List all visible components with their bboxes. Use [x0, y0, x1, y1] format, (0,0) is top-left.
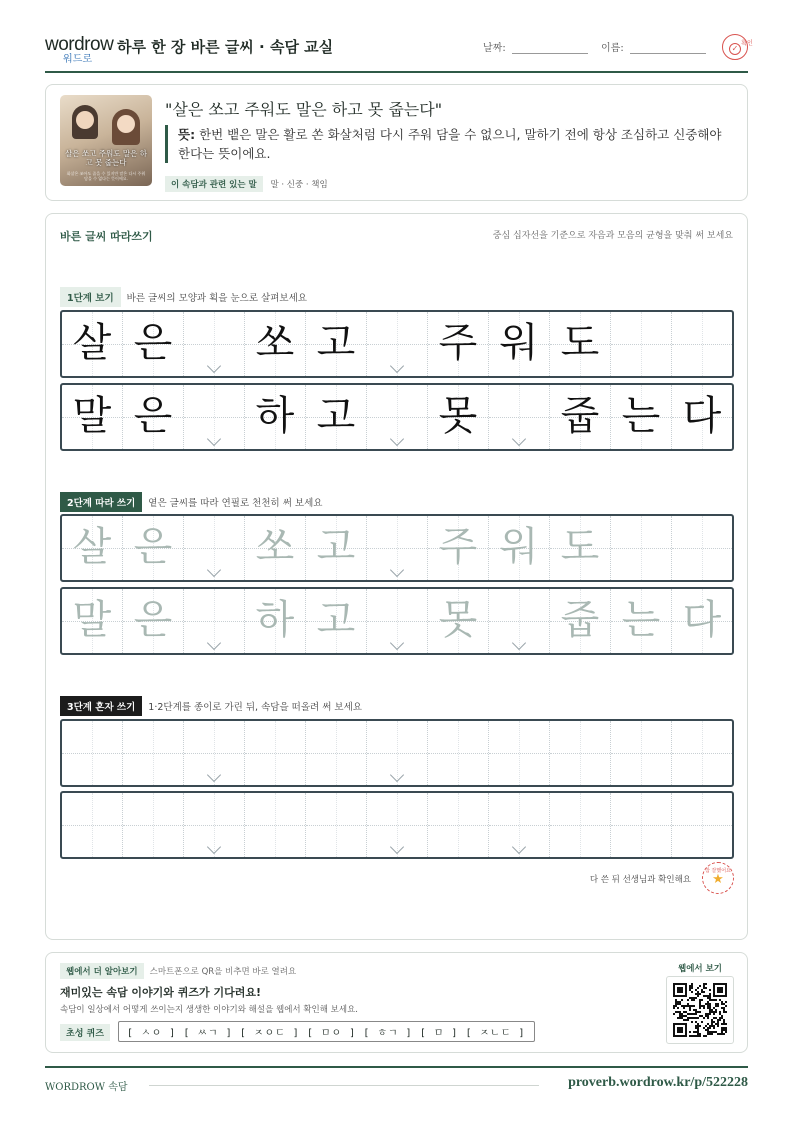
grid-char: 워 — [499, 524, 539, 570]
step-2-badge: 2단계 따라 쓰기 — [60, 492, 142, 512]
check-stamp-icon — [722, 34, 753, 60]
grid-cell[interactable] — [62, 721, 123, 785]
grid-char: 은 — [133, 393, 173, 439]
grid-cell[interactable] — [672, 793, 732, 857]
web-title: 재미있는 속담 이야기와 퀴즈가 기다려요! — [60, 986, 261, 999]
space-mark-icon — [390, 768, 404, 782]
grid-cell — [123, 385, 184, 449]
related-words-list: 말 · 신중 · 책임 — [270, 180, 328, 190]
proverb-illustration — [60, 95, 152, 186]
step-2-desc: 옅은 글씨를 따라 연필로 천천히 써 보세요 — [148, 498, 323, 509]
grid-cell[interactable] — [550, 721, 611, 785]
grid-cell[interactable] — [306, 516, 367, 580]
space-mark-icon — [512, 840, 526, 854]
grid-cell[interactable] — [611, 721, 672, 785]
grid-cell[interactable] — [550, 516, 611, 580]
good-job-stamp-text: 참 잘했어요 — [705, 868, 731, 874]
grid-cell[interactable] — [489, 589, 550, 653]
grid-cell — [550, 385, 611, 449]
blank-grid-row[interactable] — [60, 791, 734, 859]
grid-cell[interactable] — [428, 516, 489, 580]
grid-char: 도 — [560, 524, 600, 570]
blank-grid-row[interactable] — [60, 719, 734, 787]
grid-cell[interactable] — [306, 721, 367, 785]
grid-cell[interactable] — [62, 589, 123, 653]
initial-quiz — [60, 1021, 535, 1042]
grid-cell[interactable] — [62, 516, 123, 580]
space-mark-icon — [390, 840, 404, 854]
web-desc: 속담이 일상에서 어떻게 쓰이는지 생생한 이야기와 해설을 웹에서 확인해 보세요. — [60, 1005, 358, 1015]
step-3-badge: 3단계 혼자 쓰기 — [60, 696, 142, 716]
teacher-check-note: 다 쓴 뒤 선생님과 확인해요 — [589, 875, 691, 885]
grid-char: 다 — [682, 597, 722, 643]
grid-cell[interactable] — [611, 589, 672, 653]
footer-brand: WORDROW 속담 — [45, 1082, 128, 1093]
checkmark-icon: ✓ — [729, 43, 741, 55]
related-words — [165, 176, 328, 192]
grid-cell — [611, 312, 672, 376]
grid-cell[interactable] — [123, 721, 184, 785]
grid-cell[interactable] — [306, 589, 367, 653]
check-stamp-text: 확인 — [741, 40, 753, 47]
grid-char: 은 — [133, 320, 173, 366]
footer-url[interactable]: proverb.wordrow.kr/p/522228 — [568, 1075, 748, 1090]
grid-char: 살 — [72, 320, 112, 366]
grid-char: 살 — [72, 524, 112, 570]
grid-char: 못 — [438, 597, 478, 643]
grid-cell[interactable] — [184, 516, 245, 580]
name-field — [601, 39, 706, 54]
grid-cell[interactable] — [367, 721, 428, 785]
grid-cell[interactable] — [550, 793, 611, 857]
related-label: 이 속담과 관련 있는 말 — [165, 176, 263, 192]
quiz-box: [ ㅅㅇ ] [ ㅆㄱ ] [ ㅈㅇㄷ ] [ ㅁㅇ ] [ ㅎㄱ ] [ ㅁ ] [ ㅈㄴㄷ ] — [118, 1021, 535, 1042]
grid-char: 는 — [621, 393, 661, 439]
grid-cell[interactable] — [428, 589, 489, 653]
grid-char: 는 — [621, 597, 661, 643]
grid-cell — [367, 312, 428, 376]
grid-cell[interactable] — [611, 516, 672, 580]
grid-cell[interactable] — [428, 721, 489, 785]
grid-cell[interactable] — [367, 589, 428, 653]
grid-cell[interactable] — [245, 516, 306, 580]
grid-char: 다 — [682, 393, 722, 439]
grid-cell[interactable] — [611, 793, 672, 857]
illustration-caption: 살은 쏘고 주워도 말은 하고 못 줍는다 — [65, 149, 147, 167]
grid-cell — [62, 385, 123, 449]
grid-cell — [367, 385, 428, 449]
grid-char: 쏘 — [255, 524, 295, 570]
grid-char: 주 — [438, 320, 478, 366]
grid-char: 말 — [72, 597, 112, 643]
grid-cell — [306, 312, 367, 376]
proverb-text: "살은 쏘고 주워도 말은 하고 못 줍는다" — [165, 100, 443, 119]
grid-char: 은 — [133, 597, 173, 643]
grid-char: 주 — [438, 524, 478, 570]
star-icon: ★ — [712, 872, 724, 887]
qr-code-graphic — [673, 983, 727, 1037]
grid-char: 줍 — [560, 597, 600, 643]
space-mark-icon — [390, 359, 404, 373]
grid-cell — [489, 385, 550, 449]
quiz-label: 초성 퀴즈 — [60, 1024, 110, 1041]
proverb-card — [45, 84, 748, 201]
grid-cell[interactable] — [489, 516, 550, 580]
grid-cell — [62, 312, 123, 376]
grid-cell[interactable] — [123, 589, 184, 653]
logo-subtext: 워드로 — [63, 54, 92, 65]
grid-cell — [550, 312, 611, 376]
web-badge: 웹에서 더 알아보기 — [60, 963, 144, 979]
grid-cell[interactable] — [672, 516, 732, 580]
grid-cell[interactable] — [489, 793, 550, 857]
step-3-desc: 1·2단계를 종이로 가린 뒤, 속담을 떠올려 써 보세요 — [148, 702, 362, 713]
grid-cell — [489, 312, 550, 376]
grid-char: 못 — [438, 393, 478, 439]
qr-code-icon[interactable] — [666, 976, 734, 1044]
step-1-badge: 1단계 보기 — [60, 287, 121, 307]
grid-cell — [245, 385, 306, 449]
space-mark-icon — [207, 636, 221, 650]
space-mark-icon — [207, 432, 221, 446]
grid-cell — [306, 385, 367, 449]
page-footer — [45, 1066, 748, 1096]
meaning-label: 뜻: — [178, 127, 196, 142]
grid-cell[interactable] — [123, 516, 184, 580]
grid-cell — [245, 312, 306, 376]
date-field — [483, 39, 588, 54]
step-3 — [60, 696, 362, 716]
space-mark-icon — [207, 359, 221, 373]
space-mark-icon — [390, 563, 404, 577]
meaning-block — [165, 125, 735, 163]
space-mark-icon — [207, 563, 221, 577]
grid-cell — [184, 312, 245, 376]
grid-char: 고 — [316, 393, 356, 439]
grid-char: 고 — [316, 320, 356, 366]
writing-grid-row — [60, 310, 734, 378]
grid-cell[interactable] — [62, 793, 123, 857]
logo-text: wordrow — [45, 34, 114, 55]
grid-char: 줍 — [560, 393, 600, 439]
name-blank[interactable] — [630, 44, 706, 54]
step-2 — [60, 492, 322, 512]
web-badge-row — [60, 963, 296, 979]
grid-cell[interactable] — [184, 793, 245, 857]
practice-section — [45, 213, 748, 940]
web-info-card — [45, 952, 748, 1053]
meaning-text: 한번 뱉은 말은 활로 쏜 화살처럼 다시 주워 담을 수 없으니, 말하기 전에 항상 조심하고 신중해야 한다는 뜻이에요. — [178, 127, 722, 161]
illustration-subcaption: 화살은 쏘아도 줍을 수 있지만 말은 다시 주워담을 수 없다는 뜻이에요. — [66, 171, 146, 181]
grid-cell[interactable] — [306, 793, 367, 857]
grid-char: 하 — [255, 393, 295, 439]
wordrow-logo — [45, 34, 114, 65]
space-mark-icon — [512, 636, 526, 650]
grid-cell — [672, 385, 732, 449]
grid-char: 쏘 — [255, 320, 295, 366]
space-mark-icon — [390, 432, 404, 446]
grid-cell[interactable] — [184, 589, 245, 653]
grid-cell[interactable] — [245, 589, 306, 653]
tracing-grid-row[interactable] — [60, 514, 734, 582]
tracing-grid-row[interactable] — [60, 587, 734, 655]
grid-cell — [123, 312, 184, 376]
grid-cell[interactable] — [123, 793, 184, 857]
grid-cell — [428, 385, 489, 449]
practice-title: 바른 글씨 따라쓰기 — [60, 230, 153, 243]
grid-cell[interactable] — [367, 793, 428, 857]
grid-cell — [672, 312, 732, 376]
step-1-desc: 바른 글씨의 모양과 획을 눈으로 살펴보세요 — [126, 293, 307, 304]
grid-char: 말 — [72, 393, 112, 439]
space-mark-icon — [207, 768, 221, 782]
grid-cell[interactable] — [428, 793, 489, 857]
grid-cell[interactable] — [489, 721, 550, 785]
grid-cell[interactable] — [550, 589, 611, 653]
grid-cell[interactable] — [245, 793, 306, 857]
date-blank[interactable] — [512, 44, 588, 54]
writing-grid-row — [60, 383, 734, 451]
web-badge-desc: 스마트폰으로 QR을 비추면 바로 열려요 — [149, 967, 297, 977]
footer-divider — [149, 1085, 539, 1086]
grid-char: 도 — [560, 320, 600, 366]
grid-char: 고 — [316, 524, 356, 570]
grid-cell[interactable] — [245, 721, 306, 785]
grid-cell[interactable] — [184, 721, 245, 785]
qr-label: 웹에서 보기 — [678, 964, 723, 974]
grid-char: 워 — [499, 320, 539, 366]
name-label: 이름: — [601, 43, 624, 54]
grid-cell — [184, 385, 245, 449]
good-job-stamp-icon — [702, 862, 734, 894]
date-label: 날짜: — [483, 43, 506, 54]
grid-cell — [611, 385, 672, 449]
page-title: 하루 한 장 바른 글씨 · 속담 교실 — [117, 38, 334, 56]
grid-char: 은 — [133, 524, 173, 570]
practice-hint: 중심 십자선을 기준으로 자음과 모음의 균형을 맞춰 써 보세요 — [492, 231, 733, 241]
grid-cell[interactable] — [367, 516, 428, 580]
grid-cell — [428, 312, 489, 376]
grid-char: 고 — [316, 597, 356, 643]
step-1 — [60, 287, 307, 307]
space-mark-icon — [207, 840, 221, 854]
grid-cell[interactable] — [672, 589, 732, 653]
page-header — [45, 30, 753, 73]
space-mark-icon — [512, 432, 526, 446]
space-mark-icon — [390, 636, 404, 650]
grid-char: 하 — [255, 597, 295, 643]
grid-cell[interactable] — [672, 721, 732, 785]
